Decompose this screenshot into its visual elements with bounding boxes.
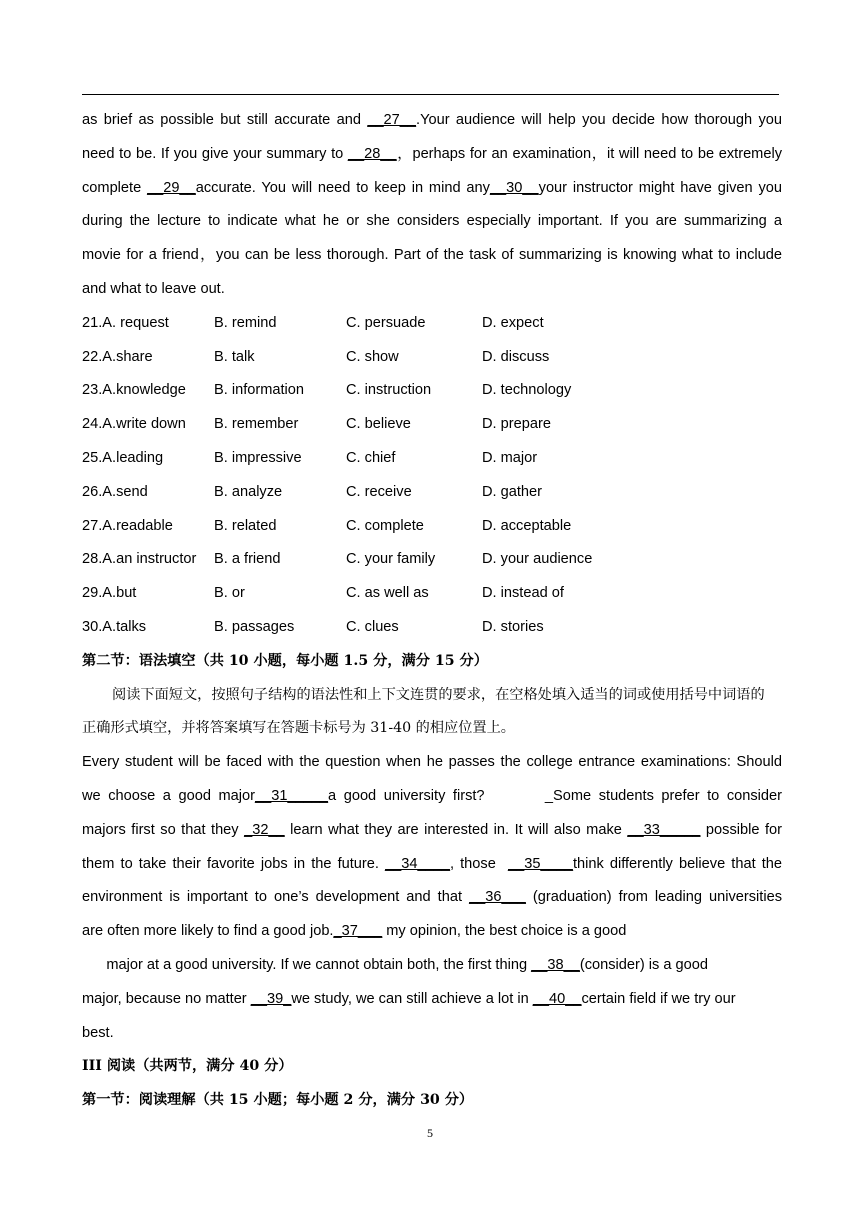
answer-blank: __34____ <box>385 855 450 872</box>
option-b: B. information <box>214 382 305 399</box>
passage-line <box>82 949 782 983</box>
passage-line <box>82 746 782 780</box>
grammar-passage <box>82 746 782 1050</box>
page-number: 5 <box>427 1126 433 1140</box>
option-c: C. chief <box>346 449 396 466</box>
passage-text: (consider) is a good <box>579 956 709 973</box>
passage-line <box>82 239 782 273</box>
option-d: D. your audience <box>482 551 593 568</box>
option-d: D. technology <box>482 382 572 399</box>
passage-text: think differently believe that the <box>572 855 782 872</box>
option-c: C. instruction <box>346 382 432 399</box>
answer-blank: __33_____ <box>627 821 701 838</box>
option-b: B. analyze <box>214 483 283 500</box>
section3-sub-heading: 第一节：阅读理解（共 15 小题；每小题 2 分，满分 30 分） <box>82 1092 474 1109</box>
passage-text: movie for a friend，you can be less thorough. Part of the task of summarizing is knowing what to include <box>82 247 782 264</box>
option-d: D. expect <box>482 314 544 331</box>
section3-heading: III 阅读（共两节，满分 40 分） <box>82 1058 293 1075</box>
option-c: C. your family <box>346 551 436 568</box>
passage-text: need to be. If you give your summary to <box>82 145 348 162</box>
option-q: 24.A.write down <box>82 416 186 433</box>
option-q: 30.A.talks <box>82 618 147 635</box>
option-b: B. a friend <box>214 551 281 568</box>
option-q: 29.A.but <box>82 585 137 602</box>
option-c: C. persuade <box>346 314 426 331</box>
passage-text: we study, we can still achieve a lot in <box>291 990 533 1007</box>
option-q: 25.A.leading <box>82 449 164 466</box>
option-b: B. talk <box>214 348 255 365</box>
passage-text: them to take their favorite jobs in the future. <box>82 855 386 872</box>
option-b: B. related <box>214 517 277 534</box>
passage-text: my opinion, the best choice is a good <box>382 923 627 940</box>
passage-text: , those <box>449 855 508 872</box>
passage-line <box>82 848 782 882</box>
section2-heading: 第二节：语法填空（共 10 小题，每小题 1.5 分，满分 15 分） <box>82 652 488 669</box>
answer-blank: __30__ <box>489 179 539 196</box>
passage-line <box>82 104 782 138</box>
option-row <box>82 341 782 375</box>
option-row <box>82 577 782 611</box>
option-q: 23.A.knowledge <box>82 382 186 399</box>
option-c: C. complete <box>346 517 424 534</box>
option-b: B. impressive <box>214 449 302 466</box>
option-d: D. prepare <box>482 416 551 433</box>
passage-text: as brief as possible but still accurate and <box>82 112 368 128</box>
answer-blank: __38__ <box>531 956 580 973</box>
passage-text: certain field if we try our <box>581 990 736 1007</box>
passage-text: accurate. You will need to keep in mind any <box>195 179 490 196</box>
option-b: B. remember <box>214 416 299 433</box>
option-d: D. gather <box>482 483 543 500</box>
passage-text: major at a good university. If we cannot obtain both, the first thing <box>82 956 532 973</box>
option-b: B. passages <box>214 618 295 635</box>
answer-blank: _37___ <box>333 923 383 940</box>
passage-text: environment is important to one’s development and that <box>82 889 470 906</box>
option-d: D. instead of <box>482 585 564 602</box>
passage-text: best. <box>82 1024 114 1041</box>
passage-text: major, because no matter <box>82 990 251 1007</box>
option-b: B. or <box>214 585 245 602</box>
option-c: C. show <box>346 348 399 365</box>
option-c: C. receive <box>346 483 412 500</box>
option-c: C. as well as <box>346 585 429 602</box>
passage-line <box>82 172 782 206</box>
passage-text: .Your audience will help you decide how thorough you <box>416 112 782 128</box>
answer-blank: __31_____ <box>254 787 329 804</box>
option-row <box>82 408 782 442</box>
passage-text: during the lecture to indicate what he or she considers especially important. If you are summarizing a <box>82 213 782 230</box>
option-row <box>82 510 782 544</box>
passage-line <box>82 915 782 949</box>
option-row <box>82 442 782 476</box>
passage-text: possible for <box>700 821 782 838</box>
passage-text: we choose a good major <box>82 787 255 804</box>
option-row <box>82 611 782 645</box>
option-q: 28.A.an instructor <box>82 551 197 568</box>
passage-text: Every student will be faced with the question when he passes the college entrance examinations: Should <box>82 754 782 771</box>
passage-text: majors first so that they <box>82 821 245 838</box>
option-d: D. discuss <box>482 348 550 365</box>
passage-line <box>82 814 782 848</box>
answer-blank: __40__ <box>532 990 582 1007</box>
option-row <box>82 374 782 408</box>
option-q: 27.A.readable <box>82 517 173 534</box>
options-list <box>82 307 782 645</box>
option-row <box>82 307 782 341</box>
option-c: C. clues <box>346 618 399 635</box>
passage-line <box>82 138 782 172</box>
passage-text: are often more likely to find a good job. <box>82 923 334 940</box>
passage-line <box>82 983 782 1017</box>
answer-blank: _32__ <box>244 821 285 838</box>
answer-blank: __39_ <box>250 990 292 1007</box>
answer-blank: __28__ <box>347 145 397 162</box>
section2-instruction-line: 正确形式填空，并将答案填写在答题卡标号为 31-40 的相应位置上。 <box>82 720 515 737</box>
passage-line <box>82 881 782 915</box>
answer-blank: __36___ <box>469 889 526 906</box>
passage-text: a good university first? _Some students prefer to consider <box>328 787 782 804</box>
cloze-passage <box>82 104 782 307</box>
page-content <box>82 104 782 1118</box>
option-q: 26.A.send <box>82 483 148 500</box>
passage-text: learn what they are interested in. It will also make <box>284 821 628 838</box>
section2-instruction-line: 阅读下面短文，按照句子结构的语法性和上下文连贯的要求，在空格处填入适当的词或使用括号中词语的 <box>112 686 765 703</box>
passage-text: (graduation) from leading universities <box>525 889 782 906</box>
passage-text: your instructor might have given you <box>538 179 782 196</box>
passage-text: and what to leave out. <box>82 280 225 297</box>
passage-text: complete <box>82 179 148 196</box>
answer-blank: __27__ <box>367 112 417 128</box>
option-d: D. acceptable <box>482 517 572 534</box>
passage-text: ，perhaps for an examination，it will need to be extremely <box>396 145 782 162</box>
passage-line <box>82 1017 782 1051</box>
answer-blank: __35____ <box>508 855 573 872</box>
option-d: D. major <box>482 449 538 466</box>
header-rule <box>82 94 779 95</box>
option-q: 21.A. request <box>82 314 169 331</box>
option-q: 22.A.share <box>82 348 153 365</box>
option-row <box>82 543 782 577</box>
option-c: C. believe <box>346 416 411 433</box>
option-d: D. stories <box>482 618 544 635</box>
passage-line <box>82 273 782 307</box>
passage-line <box>82 780 782 814</box>
option-b: B. remind <box>214 314 277 331</box>
answer-blank: __29__ <box>147 179 196 196</box>
option-row <box>82 476 782 510</box>
passage-line <box>82 205 782 239</box>
